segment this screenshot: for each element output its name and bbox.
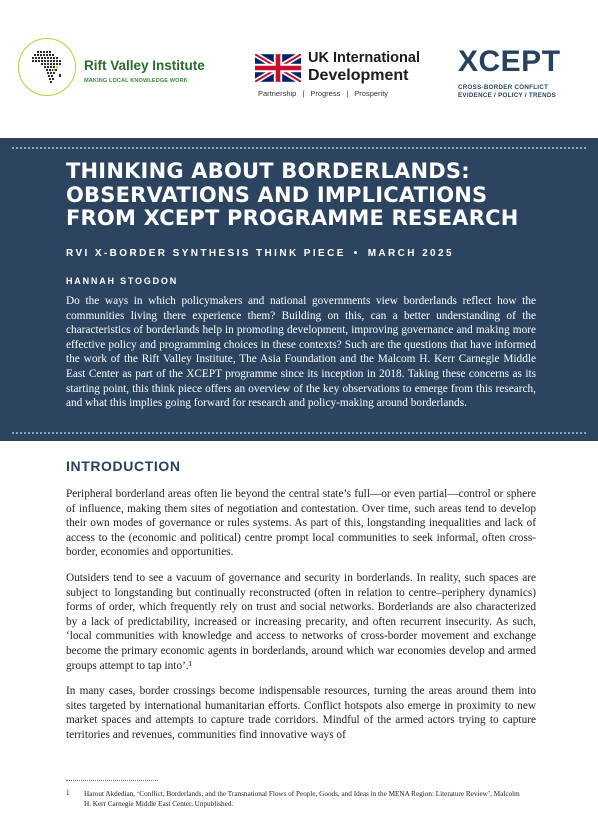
xcept-logo: [458, 46, 588, 106]
rvi-logo: [18, 38, 228, 100]
uk-tagline-part: Prosperity: [354, 89, 389, 98]
title-line: THINKING ABOUT BORDERLANDS:: [66, 159, 470, 183]
footnote-text: Harout Akdedian, ‘Conflict, Borderlands, and the Transnational Flows of People, Goods, and Ideas in the MENA Region: Literature Review’, Malcolm H. Kerr Carnegie Middle East Center, Unpublished.: [84, 790, 520, 808]
body-paragraph: Peripheral borderland areas often lie beyond the central state’s full—or even partial—control or sphere of influence, making them sites of negotiation and contestation. Over time, such areas tend to develop their own modes of governance or rules systems. As part of this, longstanding inequalities and lack of access to the (economic and political) centre prompt local communities to seek informal, often cross-border, economies and opportunities.: [66, 488, 536, 559]
footnote-divider: [66, 780, 158, 781]
footnote-number: 1: [66, 789, 70, 797]
document-title: [66, 160, 566, 231]
body-paragraph: Outsiders tend to see a vacuum of governance and security in borderlands. In reality, such spaces are subject to longstanding but continually reconstructed (often in relation to centre–periphery dynamics) forms of order, which frequently rely on trust and social networks. Borderlands are also characterized by a lack of predictability, increased or increasing precarity, and often recurrent insecurity. As such, ‘local communities with knowledge and access to networks of cross-border movement and exchange become the primary economic agents in borderlands, around which war economies develop and armed groups attempt to tap into’.¹: [66, 572, 536, 672]
uk-tagline: [255, 89, 391, 98]
series-label: RVI X-BORDER SYNTHESIS THINK PIECE: [66, 248, 346, 259]
bullet-separator: •: [353, 248, 360, 259]
uk-tagline-separator: |: [302, 89, 305, 98]
uk-tagline-separator: |: [346, 89, 349, 98]
body-paragraph: In many cases, border crossings become indispensable resources, turning the areas around them into sites targeted by international humanitarian efforts. Conflict hotspots also emerge in proximity to new market spaces and attempts to capture trade corridors. Mindful of the armed actors trying to capture territories and revenues, communities find innovative ways of: [66, 685, 536, 741]
rvi-tagline: MAKING LOCAL KNOWLEDGE WORK: [84, 78, 188, 84]
series-and-date: [66, 248, 454, 259]
uk-logo-line1: UK International: [308, 50, 420, 66]
abstract-paragraph: Do the ways in which policymakers and national governments view borderlands reflect how the communities living there experience them? Building on this, can a better understanding of the characteristics of borderlands help in promoting development, improving governance and making more effective policy and programming choices in these contexts? Such are the questions that have informed the work of the Rift Valley Institute, The Asia Foundation and the Malcom H. Kerr Carnegie Middle East Center as part of the XCEPT programme since its inception in 2018. Taking these concerns as its starting point, this think piece offers an overview of the key observations to emerge from this research, and what this implies going forward for research and policy-making around borderlands.: [66, 295, 536, 410]
uk-logo-line2: Development: [308, 67, 409, 84]
africa-map-icon: [18, 38, 76, 96]
xcept-tagline-1: CROSS-BORDER CONFLICT: [458, 84, 549, 91]
union-flag-icon: [255, 54, 301, 82]
title-banner: [0, 138, 598, 441]
title-line: FROM XCEPT PROGRAMME RESEARCH: [66, 206, 519, 230]
rvi-name: Rift Valley Institute: [84, 58, 205, 73]
author-name: HANNAH STOGDON: [66, 276, 179, 286]
uk-tagline-part: Partnership: [258, 89, 297, 98]
xcept-wordmark: XCEPT: [458, 45, 561, 78]
publication-date: MARCH 2025: [367, 248, 454, 259]
xcept-tagline-2: EVIDENCE / POLICY / TRENDS: [458, 92, 557, 99]
header-logos: [0, 0, 598, 138]
dotted-divider-bottom: [12, 432, 586, 434]
title-line: OBSERVATIONS AND IMPLICATIONS: [66, 182, 488, 207]
uk-international-development-logo: [255, 46, 425, 102]
dotted-divider-top: [12, 147, 586, 149]
uk-tagline-part: Progress: [310, 89, 341, 98]
section-heading: INTRODUCTION: [66, 458, 181, 474]
